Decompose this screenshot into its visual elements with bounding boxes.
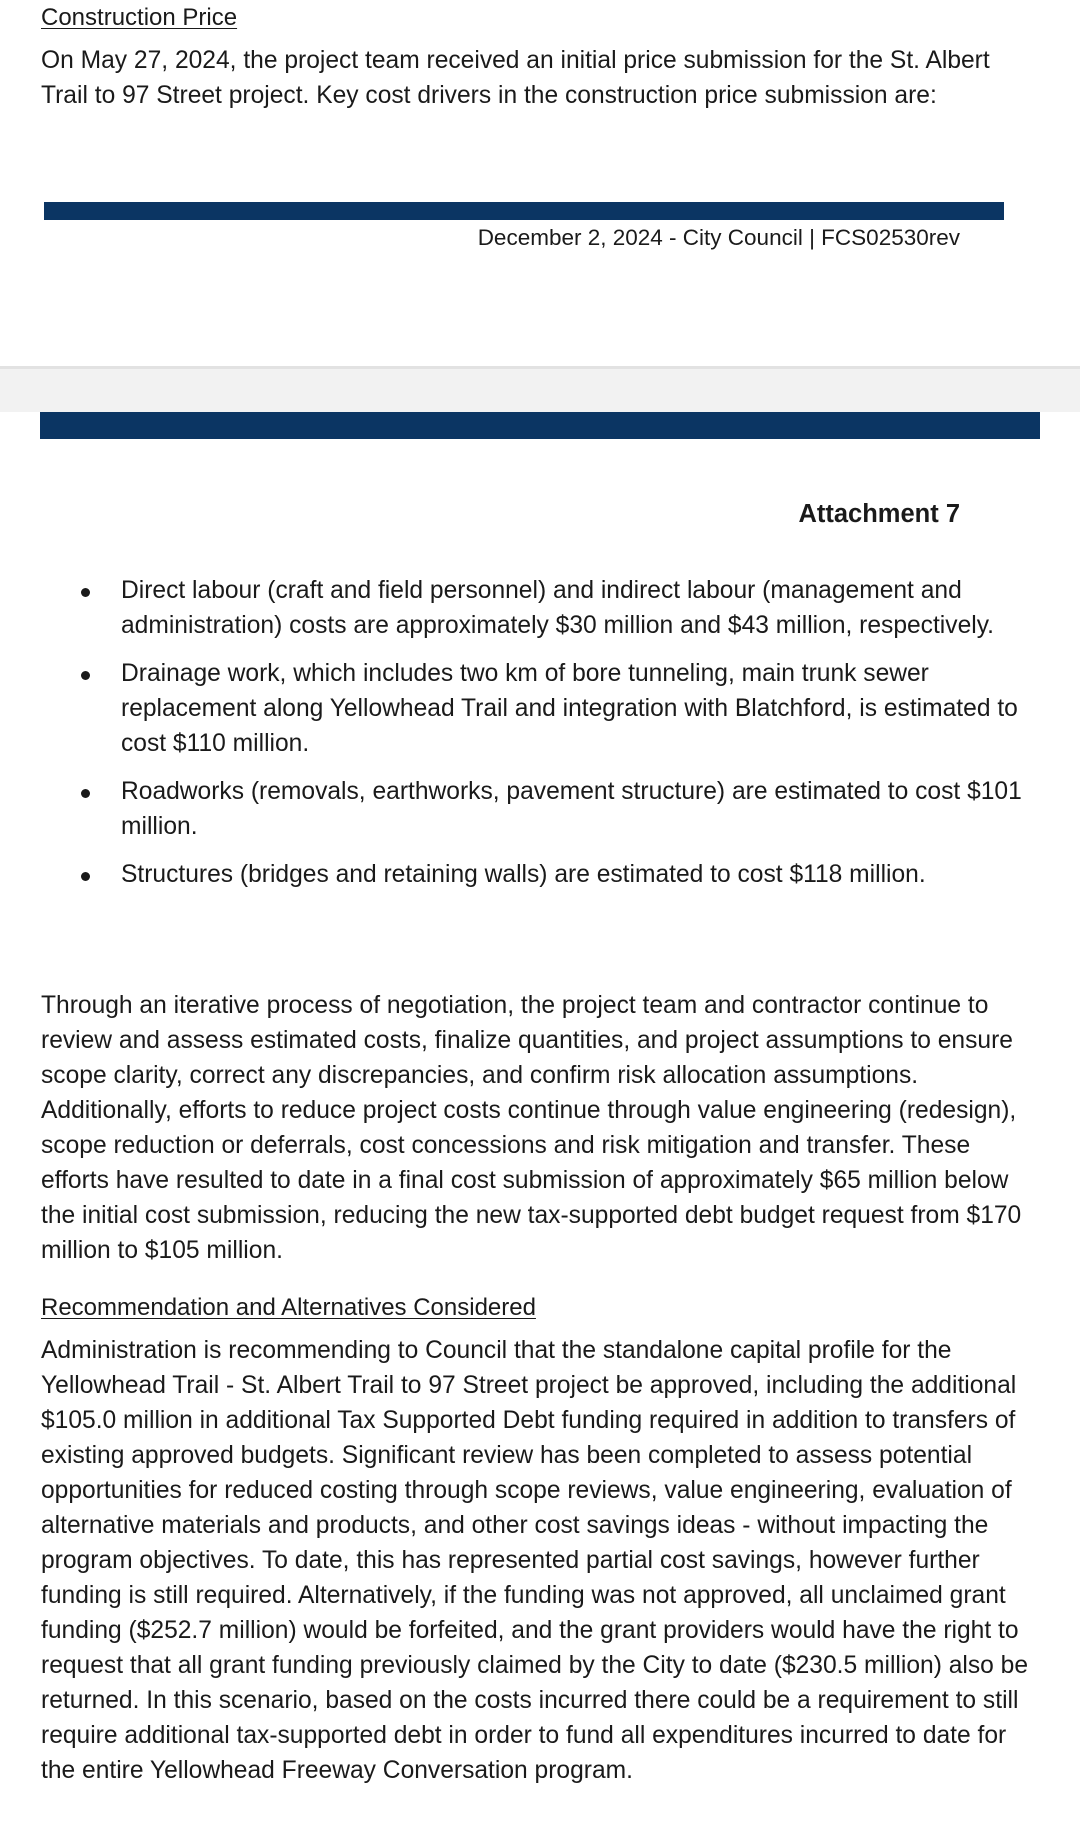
- page-footer: December 2, 2024 - City Council | FCS02530rev: [477, 225, 960, 250]
- bullet-icon: [81, 588, 90, 597]
- bullet-icon: [81, 789, 90, 798]
- bullet-icon: [81, 671, 90, 680]
- section-heading-construction-price: Construction Price: [41, 4, 238, 31]
- list-item: Structures (bridges and retaining walls) are estimated to cost $118 million.: [41, 857, 1031, 892]
- section-heading-recommendation: Recommendation and Alternatives Considered: [41, 1294, 536, 1321]
- bullet-icon: [81, 872, 90, 881]
- recommendation-paragraph: Administration is recommending to Council that the standalone capital profile for the Yellowhead Trail - St. Albert Trail to 97 Street project be approved, including the additional $105.0 million in additional Tax Supported Debt funding required in addition to transfers of existing approved budgets. Significant review has been completed to assess potential opportunities for reduced costing through scope reviews, value engineering, evaluation of alternative materials and products, and other cost savings ideas - without impacting the program objectives. To date, this has represented partial cost savings, however further funding is still required. Alternatively, if the funding was not approved, all unclaimed grant funding ($252.7 million) would be forfeited, and the grant providers would have the right to request that all grant funding previously claimed by the City to date ($230.5 million) also be returned. In this scenario, based on the costs incurred there could be a requirement to still require additional tax-supported debt in order to fund all expenditures incurred to date for the entire Yellowhead Freeway Conversation program.: [41, 1337, 1029, 1784]
- construction-price-intro: On May 27, 2024, the project team received an initial price submission for the St. Albert Trail to 97 Street project. Key cost drivers in the construction price submission are:: [41, 47, 990, 109]
- list-item: Direct labour (craft and field personnel) and indirect labour (management and administration) costs are approximately $30 million and $43 million, respectively.: [41, 573, 1031, 643]
- list-item: Roadworks (removals, earthworks, pavement structure) are estimated to cost $101 million.: [41, 774, 1031, 844]
- list-item: Drainage work, which includes two km of bore tunneling, main trunk sewer replacement along Yellowhead Trail and integration with Blatchford, is estimated to cost $110 million.: [41, 656, 1031, 761]
- header-bar: [40, 412, 1040, 439]
- page-break: [0, 366, 1080, 412]
- cost-drivers-list: [41, 573, 1031, 905]
- attachment-label: Attachment 7: [798, 500, 960, 528]
- negotiation-paragraph: Through an iterative process of negotiation, the project team and contractor continue to review and assess estimated costs, finalize quantities, and project assumptions to ensure scope clarity, correct any discrepancies, and confirm risk allocation assumptions. Additionally, efforts to reduce project costs continue through value engineering (redesign), scope reduction or deferrals, cost concessions and risk mitigation and transfer. These efforts have resulted to date in a final cost submission of approximately $65 million below the initial cost submission, reducing the new tax-supported debt budget request from $170 million to $105 million.: [41, 992, 1022, 1264]
- footer-bar: [44, 202, 1004, 220]
